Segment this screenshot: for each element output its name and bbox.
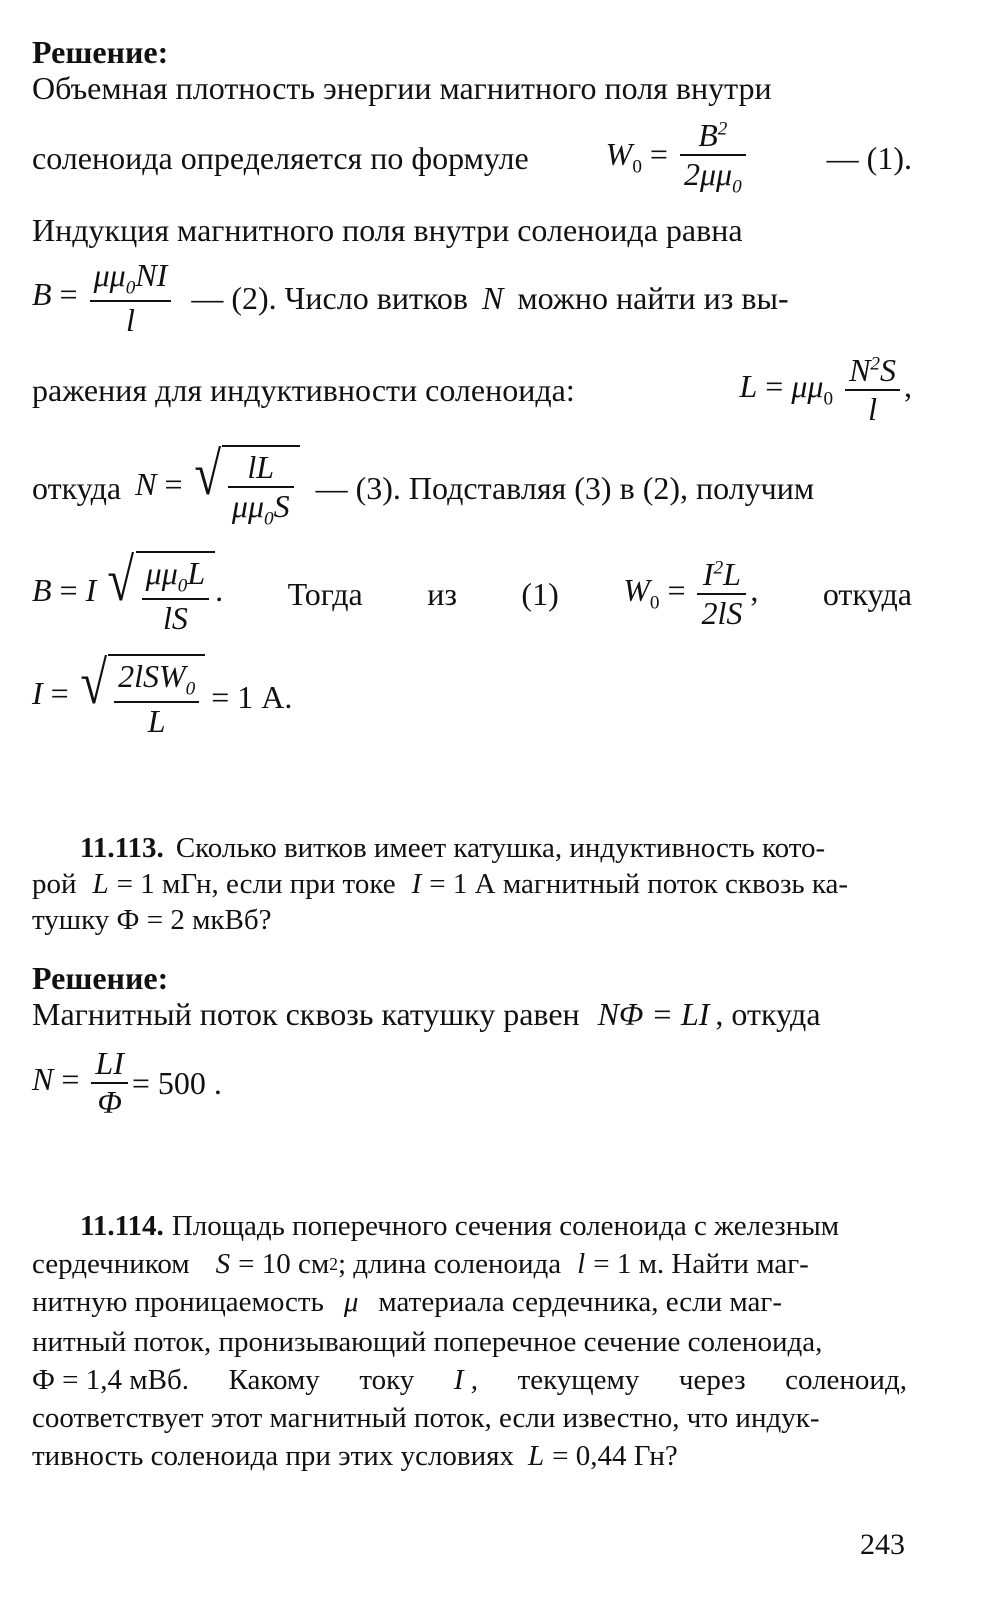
problem-113-line-2 [32, 866, 912, 902]
n-result: = 500 . [131, 1065, 222, 1101]
var-i: I [411, 868, 422, 900]
solution-heading-2: Решение: [32, 960, 169, 996]
problem-114-line-5 [32, 1362, 907, 1398]
problem-114-text-2c: ; длина соленоида [337, 1248, 562, 1280]
eq-ref-2: — (2). Число витков [191, 280, 468, 316]
sol1-line-7 [32, 548, 912, 640]
problem-114-text-5d: текущему [517, 1364, 640, 1396]
problem-114-line-2: сердечником S = 10 см 2 ; длина соленоида l = 1 м. Найти маг- [32, 1248, 809, 1280]
sol1-line-4 [32, 258, 912, 338]
problem-114-line-3 [32, 1284, 907, 1320]
sol1-line-7-tail: откуда [822, 576, 912, 612]
problem-114-line-1 [32, 1208, 907, 1244]
problem-114-text-2b: = 10 см [238, 1248, 330, 1280]
sol1-line-8 [32, 652, 912, 742]
problem-114-text-5b: Какому [228, 1364, 320, 1396]
page-number: 243 [860, 1528, 905, 1561]
sol1-line-6-start: откуда [32, 470, 122, 506]
current-result: = 1 А. [211, 679, 293, 715]
problem-113-line-1 [32, 830, 907, 866]
var-l: L [92, 868, 109, 900]
sol1-line-3-text: Индукция магнитного поля внутри соленоида равна [32, 212, 743, 248]
formula-turns: N = √ $\frac{lL}{\mu\mu_0S}$ [135, 445, 299, 530]
solution-heading-1: Решение: [32, 34, 169, 70]
problem-113-text-2b: = 1 мГн, если при токе [116, 868, 396, 900]
sol1-line-1 [32, 68, 912, 108]
formula-flux: NΦ = LI [597, 996, 710, 1032]
sol1-line-2-text: соленоида определяется по формуле [32, 140, 529, 176]
sol1-line-6-tail: — (3). Подставляя (3) в (2), получим [315, 470, 815, 506]
word-togda: Тогда [287, 576, 363, 612]
formula-induction: B = $\frac{\mu\mu_0NI}{l}$ [32, 257, 175, 338]
problem-114-line-6: соответствует этот магнитный поток, если известно, что индук- [32, 1402, 820, 1434]
sol2-line-2 [32, 1040, 912, 1126]
sol2-line-1-tail: , откуда [715, 996, 821, 1032]
sol2-line-1-text: Магнитный поток сквозь катушку равен [32, 996, 580, 1032]
sol1-line-5-text: ражения для индуктивности соленоида: [32, 372, 575, 408]
var-i-current: I , [453, 1364, 479, 1396]
problem-114-line-4: нитный поток, пронизывающий поперечное сечение соленоида, [32, 1326, 823, 1358]
problem-114-text-3a: нитную проницаемость [32, 1286, 324, 1318]
problem-114-text-7a: тивность соленоида при этих условиях [32, 1440, 514, 1472]
sol1-line-1-text: Объемная плотность энергии магнитного поля внутри [32, 70, 772, 106]
formula-b-substituted: B = I √ $\frac{\mu\mu_0L}{lS}$ . [32, 547, 224, 636]
var-l-length: l [577, 1248, 586, 1280]
var-mu: μ [343, 1286, 359, 1318]
eq-ref-1-inline: (1) [521, 576, 559, 612]
problem-114-line-7 [32, 1438, 912, 1474]
problem-114-text-5c: току [359, 1364, 415, 1396]
sol1-line-5 [32, 348, 912, 432]
formula-inductance: $L = \mu\mu_0$ $\frac{N^2S}{l}$ , [739, 352, 912, 427]
problem-113-text-1: Сколько витков имеет катушка, индуктивность кото- [175, 832, 826, 864]
formula-current: I = √ $\frac{2lSW_0}{L}$ [32, 654, 205, 739]
problem-114-text-2d: = 1 м. Найти маг- [593, 1248, 809, 1280]
problem-113-text-2a: рой [32, 868, 77, 900]
formula-energy-density: $W_0$ = $\frac{B^2}{2\mu\mu_0}$ [606, 117, 750, 198]
word-iz: из [427, 576, 457, 612]
problem-114-text-5f: соленоид, [785, 1364, 907, 1396]
sol1-line-4-tail: можно найти из вы- [517, 280, 789, 316]
var-n: N [481, 280, 504, 316]
sol1-line-6 [32, 440, 912, 536]
sol1-line-3 [32, 210, 912, 250]
sol2-line-1 [32, 994, 912, 1034]
problem-114-text-3b: материала сердечника, если маг- [378, 1286, 782, 1318]
problem-113-text-2c: = 1 А магнитный поток сквозь ка- [429, 868, 849, 900]
problem-114-text-5e: через [678, 1364, 746, 1396]
sol1-line-2 [32, 118, 912, 198]
problem-114-text-1: Площадь поперечного сечения соленоида с железным [171, 1210, 840, 1242]
problem-113-line-3: тушку Ф = 2 мкВб? [32, 904, 272, 936]
problem-114-text-2a: сердечником [32, 1248, 190, 1280]
formula-n-result: N = $\frac{LI}{\Phi}$ [32, 1045, 132, 1121]
problem-number-113: 11.113. [80, 832, 164, 864]
formula-w0-result: $W_0$ = $\frac{I^2L}{2lS}$ , [623, 556, 759, 631]
problem-114-text-5a: Ф = 1,4 мВб. [32, 1364, 189, 1396]
eq-ref-1: — (1). [826, 140, 912, 176]
problem-114-text-7b: = 0,44 Гн? [552, 1440, 678, 1472]
var-s: S [215, 1248, 231, 1280]
var-l-inductance: L [527, 1440, 545, 1472]
problem-number-114: 11.114. [80, 1210, 164, 1242]
